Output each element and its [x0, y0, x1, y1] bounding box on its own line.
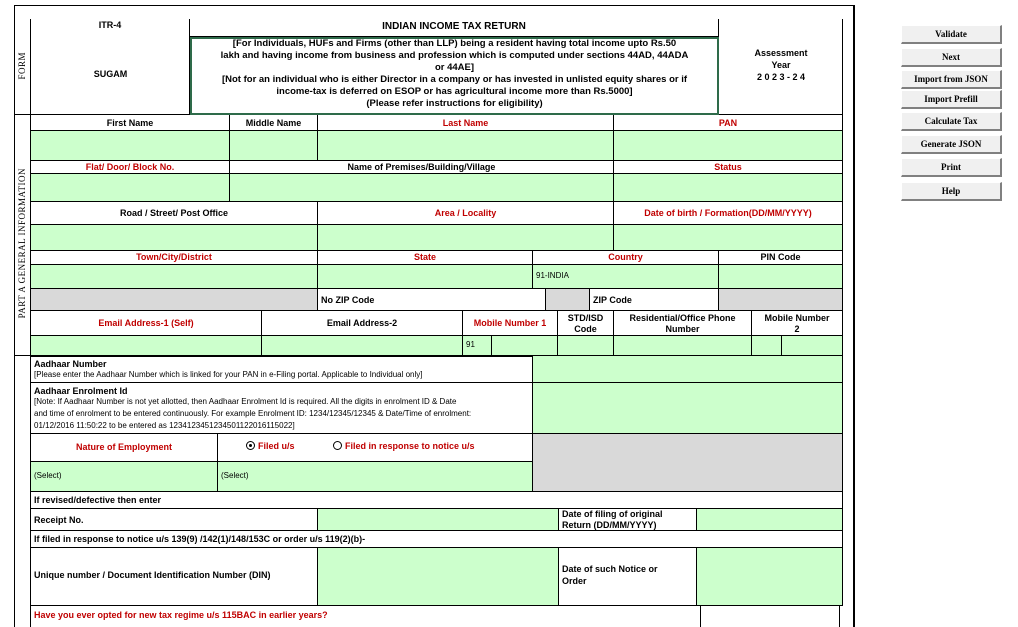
- premises-label: Name of Premises/Building/Village: [230, 161, 614, 174]
- flat-label: Flat/ Door/ Block No.: [31, 161, 230, 174]
- import-prefill-button[interactable]: Import Prefill: [901, 90, 1002, 109]
- no-zip-label: No ZIP Code: [318, 289, 546, 311]
- mobile1-code[interactable]: 91: [463, 336, 492, 356]
- part-a-side-label: PART A GENERAL INFORMATION: [17, 168, 27, 319]
- next-button[interactable]: Next: [901, 48, 1002, 67]
- revised-label: If revised/defective then enter: [31, 492, 843, 509]
- notice-date-input[interactable]: [697, 548, 843, 606]
- res-phone-input[interactable]: [614, 336, 752, 356]
- filed-us-option[interactable]: [246, 438, 316, 454]
- generate-json-button[interactable]: Generate JSON: [901, 135, 1002, 154]
- eligibility-line-1: [For Individuals, HUFs and Firms (other than LLP) being a resident having total income upto Rs.50: [232, 38, 677, 49]
- road-label: Road / Street/ Post Office: [31, 202, 318, 225]
- filed-us-label: Filed u/s: [258, 441, 295, 451]
- dob-input[interactable]: [614, 225, 843, 251]
- filed-notice-option[interactable]: [333, 438, 529, 454]
- new-regime-question: Have you ever opted for new tax regime u/s 115BAC in earlier years?: [34, 610, 328, 620]
- std-code-label-2: Code: [574, 324, 597, 334]
- last-name-input[interactable]: [318, 131, 614, 161]
- email2-input[interactable]: [262, 336, 463, 356]
- mobile1-input[interactable]: [492, 336, 558, 356]
- nature-employment-label: Nature of Employment: [31, 434, 218, 462]
- aadhaar-note: [Please enter the Aadhaar Number which is linked for your PAN in e-Filing portal. Applicable to Individual only]: [34, 370, 423, 379]
- form-name: SUGAM: [93, 69, 128, 79]
- din-input[interactable]: [318, 548, 559, 606]
- email2-label: Email Address-2: [262, 311, 463, 336]
- country-select[interactable]: 91-INDIA: [533, 265, 719, 289]
- filed-section-select[interactable]: (Select): [218, 462, 533, 492]
- nature-gray-block: [533, 434, 843, 492]
- pan-label: PAN: [614, 115, 843, 131]
- print-button[interactable]: Print: [901, 158, 1002, 177]
- aadhaar-input[interactable]: [533, 356, 843, 383]
- mobile2-label-2: 2: [794, 324, 800, 334]
- part-a-side-cell-lower: [14, 356, 31, 627]
- form-title: INDIAN INCOME TAX RETURN: [190, 19, 719, 37]
- status-label: Status: [614, 161, 843, 174]
- mobile2-code[interactable]: [752, 336, 782, 356]
- enrolment-note-2: and time of enrolment to be entered continuously. For example Enrolment ID: 1234/12345/12345 & Date/Time of enrolment:: [34, 409, 472, 418]
- orig-date-label-1: Date of filing of original: [562, 509, 663, 519]
- enrolment-label: Aadhaar Enrolment Id: [34, 386, 128, 396]
- eligibility-line-5: income-tax is deferred on ESOP or has agricultural income more than Rs.5000]: [276, 86, 633, 97]
- import-json-button[interactable]: Import from JSON: [901, 70, 1002, 89]
- din-label: Unique number / Document Identification Number (DIN): [31, 548, 318, 606]
- mobile2-input[interactable]: [782, 336, 843, 356]
- receipt-label: Receipt No.: [31, 509, 318, 531]
- middle-name-label: Middle Name: [230, 115, 318, 131]
- assessment-year-label-2: Year: [771, 60, 791, 70]
- enrolment-input[interactable]: [533, 383, 843, 434]
- first-name-input[interactable]: [31, 131, 230, 161]
- pan-input[interactable]: [614, 131, 843, 161]
- no-zip-checkbox[interactable]: [546, 289, 590, 311]
- state-label: State: [318, 251, 533, 265]
- form-side-label: FORM: [17, 52, 27, 80]
- form-code: ITR-4: [31, 19, 190, 115]
- state-select[interactable]: [318, 265, 533, 289]
- pin-label: PIN Code: [719, 251, 843, 265]
- town-input[interactable]: [31, 265, 318, 289]
- status-select[interactable]: [614, 174, 843, 202]
- town-label: Town/City/District: [31, 251, 318, 265]
- nature-employment-select[interactable]: (Select): [31, 462, 218, 492]
- aadhaar-label: Aadhaar Number: [34, 359, 107, 369]
- area-input[interactable]: [318, 225, 614, 251]
- res-phone-label-1: Residential/Office Phone: [629, 313, 736, 323]
- flat-input[interactable]: [31, 174, 230, 202]
- mobile1-label: Mobile Number 1: [463, 311, 558, 336]
- notice-date-label-1: Date of such Notice or: [562, 564, 658, 574]
- eligibility-line-6: (Please refer instructions for eligibility): [366, 98, 543, 109]
- area-label: Area / Locality: [318, 202, 614, 225]
- middle-name-input[interactable]: [230, 131, 318, 161]
- mobile2-label-1: Mobile Number: [764, 313, 830, 323]
- receipt-input[interactable]: [318, 509, 559, 531]
- help-button[interactable]: Help: [901, 182, 1002, 201]
- filed-us-radio[interactable]: [246, 441, 255, 450]
- new-regime-answer-box[interactable]: [700, 605, 840, 627]
- country-label: Country: [533, 251, 719, 265]
- notice-date-label-2: Order: [562, 576, 587, 586]
- notice-header: If filed in response to notice u/s 139(9) /142(1)/148/153C or order u/s 119(2)(b)-: [31, 531, 843, 548]
- pin-input[interactable]: [719, 265, 843, 289]
- calculate-tax-button[interactable]: Calculate Tax: [901, 112, 1002, 131]
- premises-input[interactable]: [230, 174, 614, 202]
- orig-date-input[interactable]: [697, 509, 843, 531]
- std-code-input[interactable]: [558, 336, 614, 356]
- assessment-year-value: 2 0 2 3 - 2 4: [756, 72, 806, 82]
- email1-input[interactable]: [31, 336, 262, 356]
- assessment-year-label-1: Assessment: [754, 48, 808, 58]
- res-phone-label-2: Number: [665, 324, 700, 334]
- zip-input[interactable]: [719, 289, 843, 311]
- email1-label: Email Address-1 (Self): [31, 311, 262, 336]
- road-input[interactable]: [31, 225, 318, 251]
- first-name-label: First Name: [31, 115, 230, 131]
- orig-date-label-2: Return (DD/MM/YYYY): [562, 520, 657, 530]
- enrolment-note-1: [Note: If Aadhaar Number is not yet allotted, then Aadhaar Enrolment Id is required. All the digits in enrolment ID & Date: [34, 397, 457, 406]
- validate-button[interactable]: Validate: [901, 25, 1002, 44]
- filed-notice-label: Filed in response to notice u/s: [345, 441, 475, 451]
- eligibility-line-4: [Not for an individual who is either Director in a company or has invested in unlisted equity shares or if: [221, 74, 688, 85]
- eligibility-line-3: or 44AE]: [434, 62, 475, 73]
- eligibility-line-2: lakh and having income from business and profession which is computed under sections 44AD, 44ADA: [220, 50, 689, 61]
- std-code-label-1: STD/ISD: [567, 313, 604, 323]
- zip-gray-left: [31, 289, 318, 311]
- last-name-label: Last Name: [318, 115, 614, 131]
- zip-label: ZIP Code: [590, 289, 719, 311]
- dob-label: Date of birth / Formation(DD/MM/YYYY): [614, 202, 843, 225]
- enrolment-note-3: 01/12/2016 11:50:22 to be entered as 1234123451234501122016115022]: [34, 421, 295, 430]
- filed-notice-radio[interactable]: [333, 441, 342, 450]
